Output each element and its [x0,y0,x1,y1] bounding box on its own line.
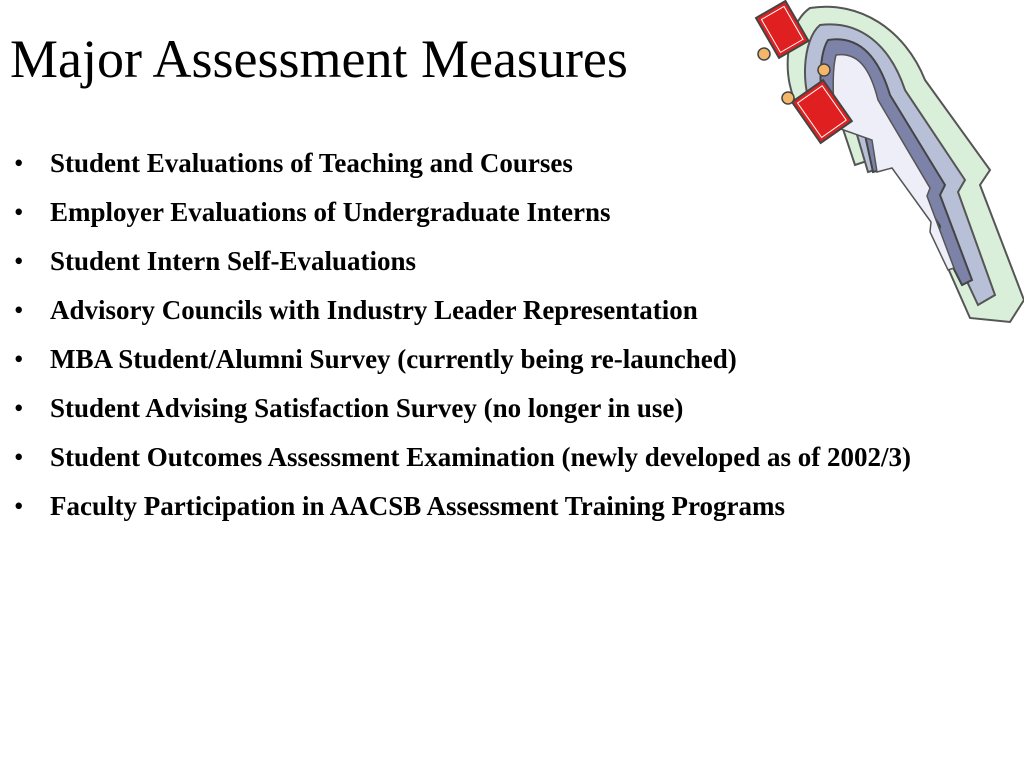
bullet-marker: • [14,491,24,521]
bullet-item [14,341,1004,378]
bullet-item [14,194,1004,231]
bullet-item [14,439,1004,476]
bullet-marker: • [14,442,24,472]
bullet-text: Student Outcomes Assessment Examination (newly developed as of 2002/3) [50,442,912,472]
bullet-marker: • [14,295,24,325]
slide-title: Major Assessment Measures [10,29,628,89]
bullet-marker: • [14,148,24,178]
bullet-text: Advisory Councils with Industry Leader Representation [50,295,698,325]
bullet-text: Student Advising Satisfaction Survey (no longer in use) [50,393,684,423]
bullet-list [14,145,1004,537]
bullet-item [14,243,1004,280]
bullet-text: MBA Student/Alumni Survey (currently being re-launched) [50,344,737,374]
bullet-text: Student Intern Self-Evaluations [50,246,417,276]
bullet-item [14,145,1004,182]
bullet-marker: • [14,344,24,374]
bullet-item [14,488,1004,525]
bullet-marker: • [14,197,24,227]
bullet-item [14,292,1004,329]
bullet-text: Student Evaluations of Teaching and Courses [50,148,573,178]
bullet-text: Employer Evaluations of Undergraduate Interns [50,197,611,227]
bullet-item [14,390,1004,427]
bullet-text: Faculty Participation in AACSB Assessment Training Programs [50,491,786,521]
bullet-marker: • [14,393,24,423]
bullet-marker: • [14,246,24,276]
